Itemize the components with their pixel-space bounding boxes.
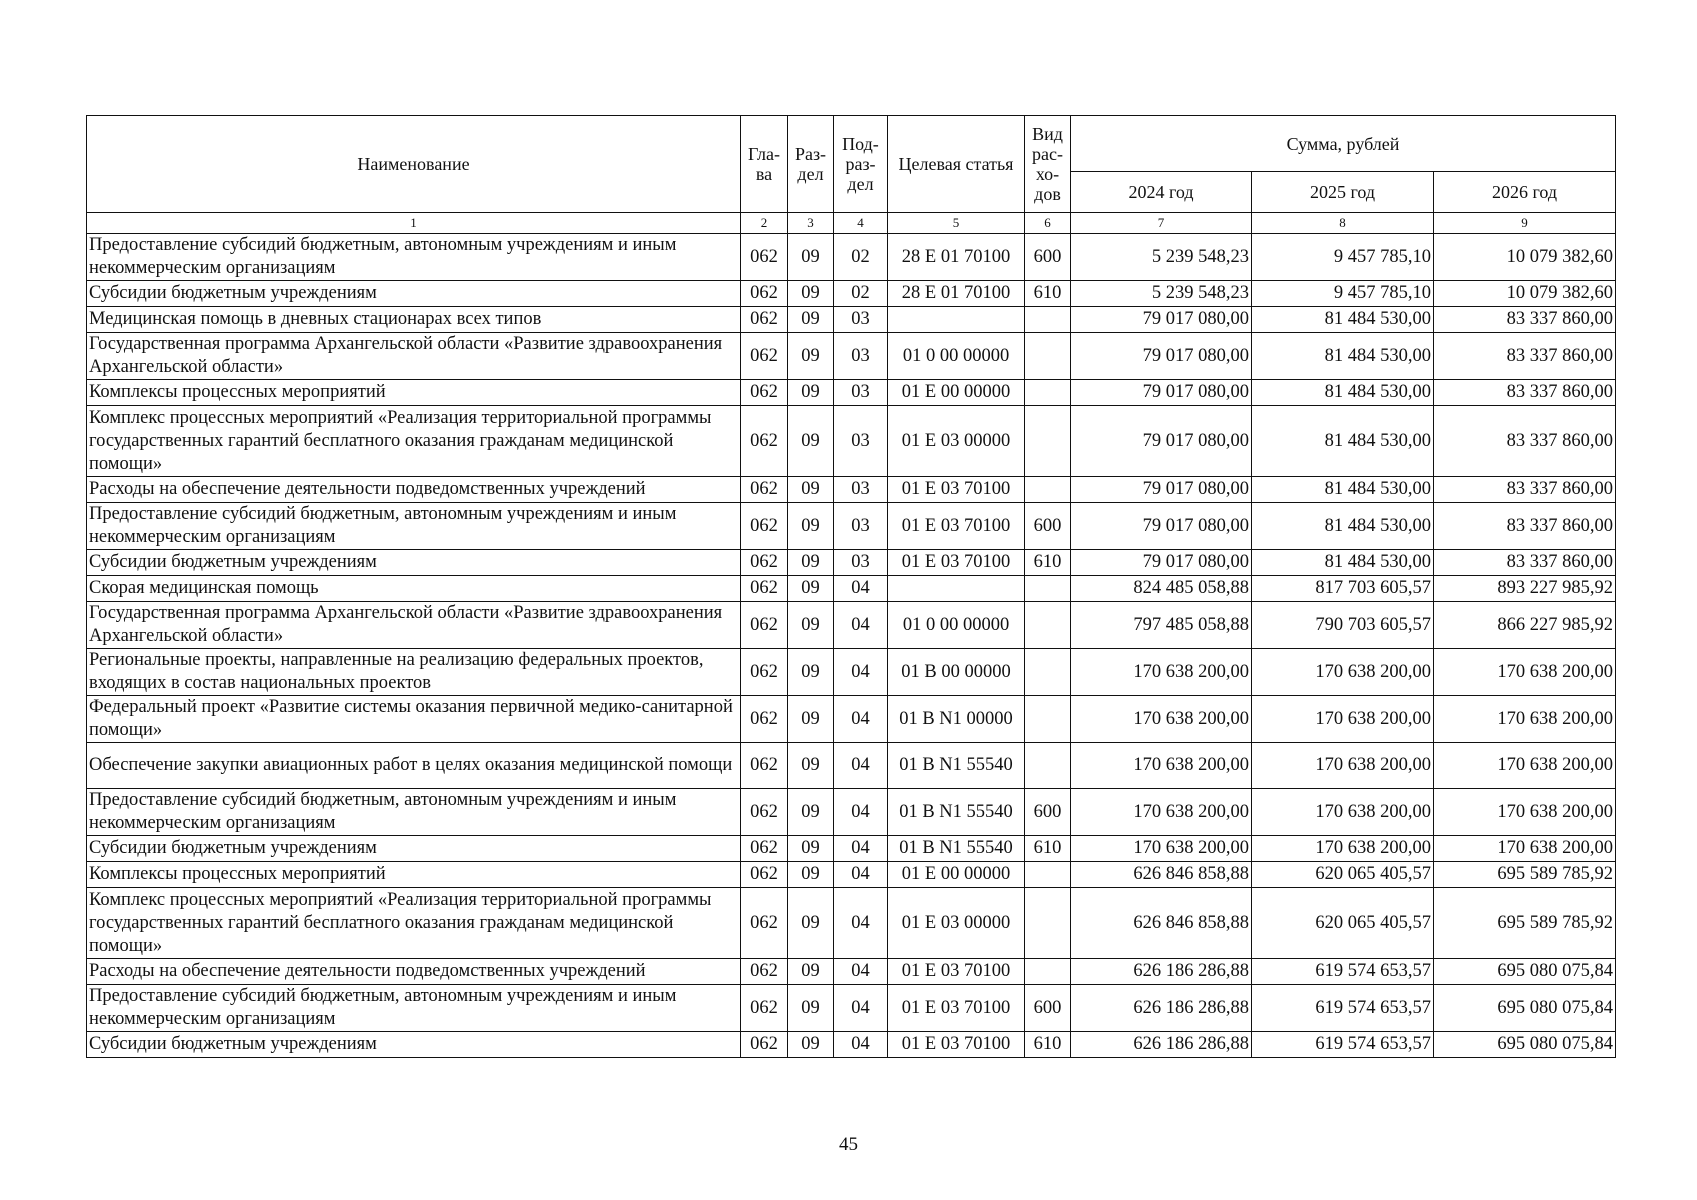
row-sum-2025: 170 638 200,00 <box>1252 696 1434 743</box>
row-sum-2025: 9 457 785,10 <box>1252 234 1434 281</box>
row-name: Предоставление субсидий бюджетным, автономным учреждениям и иным некоммерческим организациям <box>87 985 741 1032</box>
row-glava: 062 <box>741 234 788 281</box>
row-glava: 062 <box>741 743 788 789</box>
row-sum-2025: 81 484 530,00 <box>1252 477 1434 503</box>
row-target-article: 01 0 00 00000 <box>888 602 1025 649</box>
row-sum-2024: 626 186 286,88 <box>1071 985 1252 1032</box>
row-sum-2025: 81 484 530,00 <box>1252 550 1434 576</box>
table-row <box>87 307 1616 333</box>
row-podrazdel: 04 <box>834 862 888 888</box>
row-podrazdel: 04 <box>834 836 888 862</box>
row-expense-type: 610 <box>1025 836 1071 862</box>
row-sum-2024: 79 017 080,00 <box>1071 307 1252 333</box>
row-sum-2026: 83 337 860,00 <box>1434 503 1616 550</box>
row-expense-type: 610 <box>1025 281 1071 307</box>
row-razdel: 09 <box>788 888 834 959</box>
row-razdel: 09 <box>788 550 834 576</box>
row-sum-2024: 626 846 858,88 <box>1071 862 1252 888</box>
row-glava: 062 <box>741 576 788 602</box>
row-podrazdel: 04 <box>834 985 888 1032</box>
row-expense-type: 600 <box>1025 789 1071 836</box>
row-sum-2026: 83 337 860,00 <box>1434 380 1616 406</box>
table-row <box>87 836 1616 862</box>
table-row <box>87 234 1616 281</box>
table-header <box>87 116 1616 234</box>
row-sum-2026: 695 589 785,92 <box>1434 862 1616 888</box>
row-target-article: 01 Е 03 70100 <box>888 477 1025 503</box>
row-target-article: 01 Е 00 00000 <box>888 862 1025 888</box>
row-sum-2024: 79 017 080,00 <box>1071 550 1252 576</box>
row-name: Комплекс процессных мероприятий «Реализация территориальной программы государственных гарантий бесплатного оказания гражданам медицинской помощи» <box>87 406 741 477</box>
table-row <box>87 550 1616 576</box>
table-body <box>87 234 1616 1058</box>
table-row <box>87 333 1616 380</box>
row-glava: 062 <box>741 307 788 333</box>
column-number: 4 <box>834 213 888 234</box>
row-expense-type <box>1025 477 1071 503</box>
row-sum-2025: 9 457 785,10 <box>1252 281 1434 307</box>
row-sum-2024: 170 638 200,00 <box>1071 696 1252 743</box>
row-glava: 062 <box>741 406 788 477</box>
header-name: Наименование <box>87 116 741 213</box>
row-expense-type <box>1025 406 1071 477</box>
row-name: Региональные проекты, направленные на реализацию федеральных проектов, входящих в состав национальных проектов <box>87 649 741 696</box>
row-sum-2024: 626 186 286,88 <box>1071 1032 1252 1058</box>
row-sum-2026: 10 079 382,60 <box>1434 234 1616 281</box>
row-sum-2025: 170 638 200,00 <box>1252 836 1434 862</box>
row-podrazdel: 04 <box>834 1032 888 1058</box>
row-razdel: 09 <box>788 477 834 503</box>
table-row <box>87 380 1616 406</box>
row-sum-2026: 170 638 200,00 <box>1434 789 1616 836</box>
column-number: 8 <box>1252 213 1434 234</box>
row-razdel: 09 <box>788 696 834 743</box>
row-name: Расходы на обеспечение деятельности подведомственных учреждений <box>87 477 741 503</box>
row-podrazdel: 02 <box>834 234 888 281</box>
row-name: Федеральный проект «Развитие системы оказания первичной медико-санитарной помощи» <box>87 696 741 743</box>
row-glava: 062 <box>741 649 788 696</box>
table-row <box>87 1032 1616 1058</box>
row-target-article: 28 Е 01 70100 <box>888 234 1025 281</box>
row-glava: 062 <box>741 503 788 550</box>
table-row <box>87 477 1616 503</box>
row-glava: 062 <box>741 281 788 307</box>
row-expense-type <box>1025 602 1071 649</box>
row-podrazdel: 03 <box>834 307 888 333</box>
row-sum-2025: 790 703 605,57 <box>1252 602 1434 649</box>
table-row <box>87 503 1616 550</box>
row-glava: 062 <box>741 602 788 649</box>
row-expense-type <box>1025 576 1071 602</box>
budget-table <box>86 115 1616 1058</box>
row-podrazdel: 03 <box>834 406 888 477</box>
row-name: Субсидии бюджетным учреждениям <box>87 1032 741 1058</box>
row-razdel: 09 <box>788 234 834 281</box>
row-podrazdel: 04 <box>834 649 888 696</box>
table-row <box>87 406 1616 477</box>
row-target-article: 01 Е 03 00000 <box>888 406 1025 477</box>
row-sum-2024: 170 638 200,00 <box>1071 743 1252 789</box>
column-number: 7 <box>1071 213 1252 234</box>
row-razdel: 09 <box>788 649 834 696</box>
row-sum-2026: 170 638 200,00 <box>1434 836 1616 862</box>
row-sum-2025: 619 574 653,57 <box>1252 985 1434 1032</box>
row-sum-2025: 170 638 200,00 <box>1252 789 1434 836</box>
row-sum-2026: 695 080 075,84 <box>1434 1032 1616 1058</box>
row-sum-2025: 619 574 653,57 <box>1252 1032 1434 1058</box>
row-sum-2025: 81 484 530,00 <box>1252 503 1434 550</box>
header-year-2024: 2024 год <box>1071 172 1252 213</box>
row-razdel: 09 <box>788 985 834 1032</box>
row-sum-2025: 619 574 653,57 <box>1252 959 1434 985</box>
row-razdel: 09 <box>788 380 834 406</box>
row-target-article: 28 Е 01 70100 <box>888 281 1025 307</box>
row-target-article <box>888 576 1025 602</box>
row-target-article: 01 В N1 00000 <box>888 696 1025 743</box>
row-name: Предоставление субсидий бюджетным, автономным учреждениям и иным некоммерческим организациям <box>87 789 741 836</box>
row-razdel: 09 <box>788 862 834 888</box>
row-glava: 062 <box>741 477 788 503</box>
row-sum-2024: 626 186 286,88 <box>1071 959 1252 985</box>
page-number: 45 <box>839 1134 858 1155</box>
row-podrazdel: 03 <box>834 380 888 406</box>
row-expense-type <box>1025 959 1071 985</box>
table-row <box>87 862 1616 888</box>
row-expense-type <box>1025 649 1071 696</box>
row-sum-2025: 81 484 530,00 <box>1252 406 1434 477</box>
row-sum-2024: 5 239 548,23 <box>1071 234 1252 281</box>
row-expense-type <box>1025 743 1071 789</box>
row-sum-2026: 695 080 075,84 <box>1434 959 1616 985</box>
row-sum-2026: 83 337 860,00 <box>1434 550 1616 576</box>
column-number: 5 <box>888 213 1025 234</box>
row-podrazdel: 04 <box>834 576 888 602</box>
row-expense-type <box>1025 862 1071 888</box>
row-glava: 062 <box>741 888 788 959</box>
row-sum-2024: 626 846 858,88 <box>1071 888 1252 959</box>
column-numbers-row <box>87 213 1616 234</box>
row-sum-2026: 83 337 860,00 <box>1434 406 1616 477</box>
row-name: Государственная программа Архангельской области «Развитие здравоохранения Архангельской области» <box>87 602 741 649</box>
row-expense-type: 610 <box>1025 550 1071 576</box>
row-glava: 062 <box>741 380 788 406</box>
row-name: Субсидии бюджетным учреждениям <box>87 550 741 576</box>
table-row <box>87 985 1616 1032</box>
row-target-article: 01 Е 03 70100 <box>888 550 1025 576</box>
row-expense-type <box>1025 888 1071 959</box>
row-razdel: 09 <box>788 836 834 862</box>
row-target-article: 01 0 00 00000 <box>888 333 1025 380</box>
row-razdel: 09 <box>788 789 834 836</box>
row-sum-2024: 170 638 200,00 <box>1071 789 1252 836</box>
row-glava: 062 <box>741 550 788 576</box>
row-target-article: 01 Е 03 70100 <box>888 959 1025 985</box>
row-sum-2026: 83 337 860,00 <box>1434 307 1616 333</box>
row-sum-2026: 170 638 200,00 <box>1434 696 1616 743</box>
row-glava: 062 <box>741 862 788 888</box>
table-row <box>87 959 1616 985</box>
header-expense-type: Вид рас-хо-дов <box>1025 116 1071 213</box>
row-sum-2024: 79 017 080,00 <box>1071 503 1252 550</box>
row-sum-2025: 81 484 530,00 <box>1252 380 1434 406</box>
row-glava: 062 <box>741 985 788 1032</box>
row-razdel: 09 <box>788 602 834 649</box>
row-razdel: 09 <box>788 307 834 333</box>
header-year-2026: 2026 год <box>1434 172 1616 213</box>
table-row <box>87 696 1616 743</box>
row-expense-type: 610 <box>1025 1032 1071 1058</box>
header-year-2025: 2025 год <box>1252 172 1434 213</box>
row-sum-2025: 620 065 405,57 <box>1252 888 1434 959</box>
row-glava: 062 <box>741 789 788 836</box>
column-number: 1 <box>87 213 741 234</box>
column-number: 3 <box>788 213 834 234</box>
row-podrazdel: 04 <box>834 789 888 836</box>
row-razdel: 09 <box>788 1032 834 1058</box>
row-expense-type <box>1025 307 1071 333</box>
row-name: Скорая медицинская помощь <box>87 576 741 602</box>
row-razdel: 09 <box>788 281 834 307</box>
row-name: Обеспечение закупки авиационных работ в целях оказания медицинской помощи <box>87 743 741 789</box>
row-razdel: 09 <box>788 503 834 550</box>
table-row <box>87 649 1616 696</box>
row-sum-2024: 824 485 058,88 <box>1071 576 1252 602</box>
row-podrazdel: 03 <box>834 550 888 576</box>
row-sum-2026: 695 589 785,92 <box>1434 888 1616 959</box>
row-glava: 062 <box>741 1032 788 1058</box>
row-sum-2024: 79 017 080,00 <box>1071 333 1252 380</box>
row-sum-2026: 10 079 382,60 <box>1434 281 1616 307</box>
row-expense-type <box>1025 696 1071 743</box>
row-razdel: 09 <box>788 406 834 477</box>
row-sum-2026: 695 080 075,84 <box>1434 985 1616 1032</box>
row-name: Государственная программа Архангельской области «Развитие здравоохранения Архангельской области» <box>87 333 741 380</box>
row-sum-2024: 170 638 200,00 <box>1071 836 1252 862</box>
row-name: Комплексы процессных мероприятий <box>87 380 741 406</box>
row-expense-type <box>1025 333 1071 380</box>
row-sum-2026: 83 337 860,00 <box>1434 477 1616 503</box>
row-name: Предоставление субсидий бюджетным, автономным учреждениям и иным некоммерческим организациям <box>87 234 741 281</box>
row-expense-type: 600 <box>1025 503 1071 550</box>
row-target-article <box>888 307 1025 333</box>
row-podrazdel: 03 <box>834 503 888 550</box>
table-row <box>87 743 1616 789</box>
row-razdel: 09 <box>788 333 834 380</box>
row-podrazdel: 04 <box>834 602 888 649</box>
table-row <box>87 888 1616 959</box>
row-sum-2024: 5 239 548,23 <box>1071 281 1252 307</box>
row-podrazdel: 03 <box>834 477 888 503</box>
row-podrazdel: 04 <box>834 959 888 985</box>
row-expense-type: 600 <box>1025 234 1071 281</box>
table-row <box>87 576 1616 602</box>
row-sum-2026: 170 638 200,00 <box>1434 743 1616 789</box>
row-sum-2025: 170 638 200,00 <box>1252 743 1434 789</box>
row-name: Медицинская помощь в дневных стационарах всех типов <box>87 307 741 333</box>
row-razdel: 09 <box>788 743 834 789</box>
row-target-article: 01 Е 03 70100 <box>888 1032 1025 1058</box>
header-sum: Сумма, рублей <box>1071 116 1616 172</box>
header-glava: Гла-ва <box>741 116 788 213</box>
column-number: 2 <box>741 213 788 234</box>
row-sum-2025: 170 638 200,00 <box>1252 649 1434 696</box>
row-glava: 062 <box>741 836 788 862</box>
row-target-article: 01 В N1 55540 <box>888 789 1025 836</box>
row-sum-2024: 79 017 080,00 <box>1071 380 1252 406</box>
row-target-article: 01 В N1 55540 <box>888 836 1025 862</box>
column-number: 9 <box>1434 213 1616 234</box>
row-target-article: 01 В 00 00000 <box>888 649 1025 696</box>
row-podrazdel: 04 <box>834 743 888 789</box>
row-sum-2025: 81 484 530,00 <box>1252 307 1434 333</box>
row-sum-2026: 866 227 985,92 <box>1434 602 1616 649</box>
row-glava: 062 <box>741 959 788 985</box>
header-podrazdel: Под-раз-дел <box>834 116 888 213</box>
row-expense-type <box>1025 380 1071 406</box>
row-name: Комплексы процессных мероприятий <box>87 862 741 888</box>
row-target-article: 01 Е 00 00000 <box>888 380 1025 406</box>
row-name: Комплекс процессных мероприятий «Реализация территориальной программы государственных гарантий бесплатного оказания гражданам медицинской помощи» <box>87 888 741 959</box>
header-razdel: Раз-дел <box>788 116 834 213</box>
row-podrazdel: 03 <box>834 333 888 380</box>
row-glava: 062 <box>741 333 788 380</box>
row-target-article: 01 Е 03 00000 <box>888 888 1025 959</box>
row-razdel: 09 <box>788 959 834 985</box>
row-sum-2024: 170 638 200,00 <box>1071 649 1252 696</box>
row-name: Субсидии бюджетным учреждениям <box>87 281 741 307</box>
table-row <box>87 602 1616 649</box>
table-row <box>87 789 1616 836</box>
row-sum-2024: 797 485 058,88 <box>1071 602 1252 649</box>
table-row <box>87 281 1616 307</box>
row-sum-2026: 170 638 200,00 <box>1434 649 1616 696</box>
row-sum-2025: 81 484 530,00 <box>1252 333 1434 380</box>
row-sum-2025: 620 065 405,57 <box>1252 862 1434 888</box>
row-target-article: 01 В N1 55540 <box>888 743 1025 789</box>
row-sum-2024: 79 017 080,00 <box>1071 406 1252 477</box>
row-name: Расходы на обеспечение деятельности подведомственных учреждений <box>87 959 741 985</box>
row-glava: 062 <box>741 696 788 743</box>
row-sum-2026: 893 227 985,92 <box>1434 576 1616 602</box>
row-razdel: 09 <box>788 576 834 602</box>
row-podrazdel: 04 <box>834 888 888 959</box>
row-target-article: 01 Е 03 70100 <box>888 985 1025 1032</box>
row-target-article: 01 Е 03 70100 <box>888 503 1025 550</box>
row-podrazdel: 04 <box>834 696 888 743</box>
row-name: Субсидии бюджетным учреждениям <box>87 836 741 862</box>
header-target-article: Целевая статья <box>888 116 1025 213</box>
row-name: Предоставление субсидий бюджетным, автономным учреждениям и иным некоммерческим организациям <box>87 503 741 550</box>
row-expense-type: 600 <box>1025 985 1071 1032</box>
row-sum-2025: 817 703 605,57 <box>1252 576 1434 602</box>
row-sum-2024: 79 017 080,00 <box>1071 477 1252 503</box>
column-number: 6 <box>1025 213 1071 234</box>
row-sum-2026: 83 337 860,00 <box>1434 333 1616 380</box>
row-podrazdel: 02 <box>834 281 888 307</box>
